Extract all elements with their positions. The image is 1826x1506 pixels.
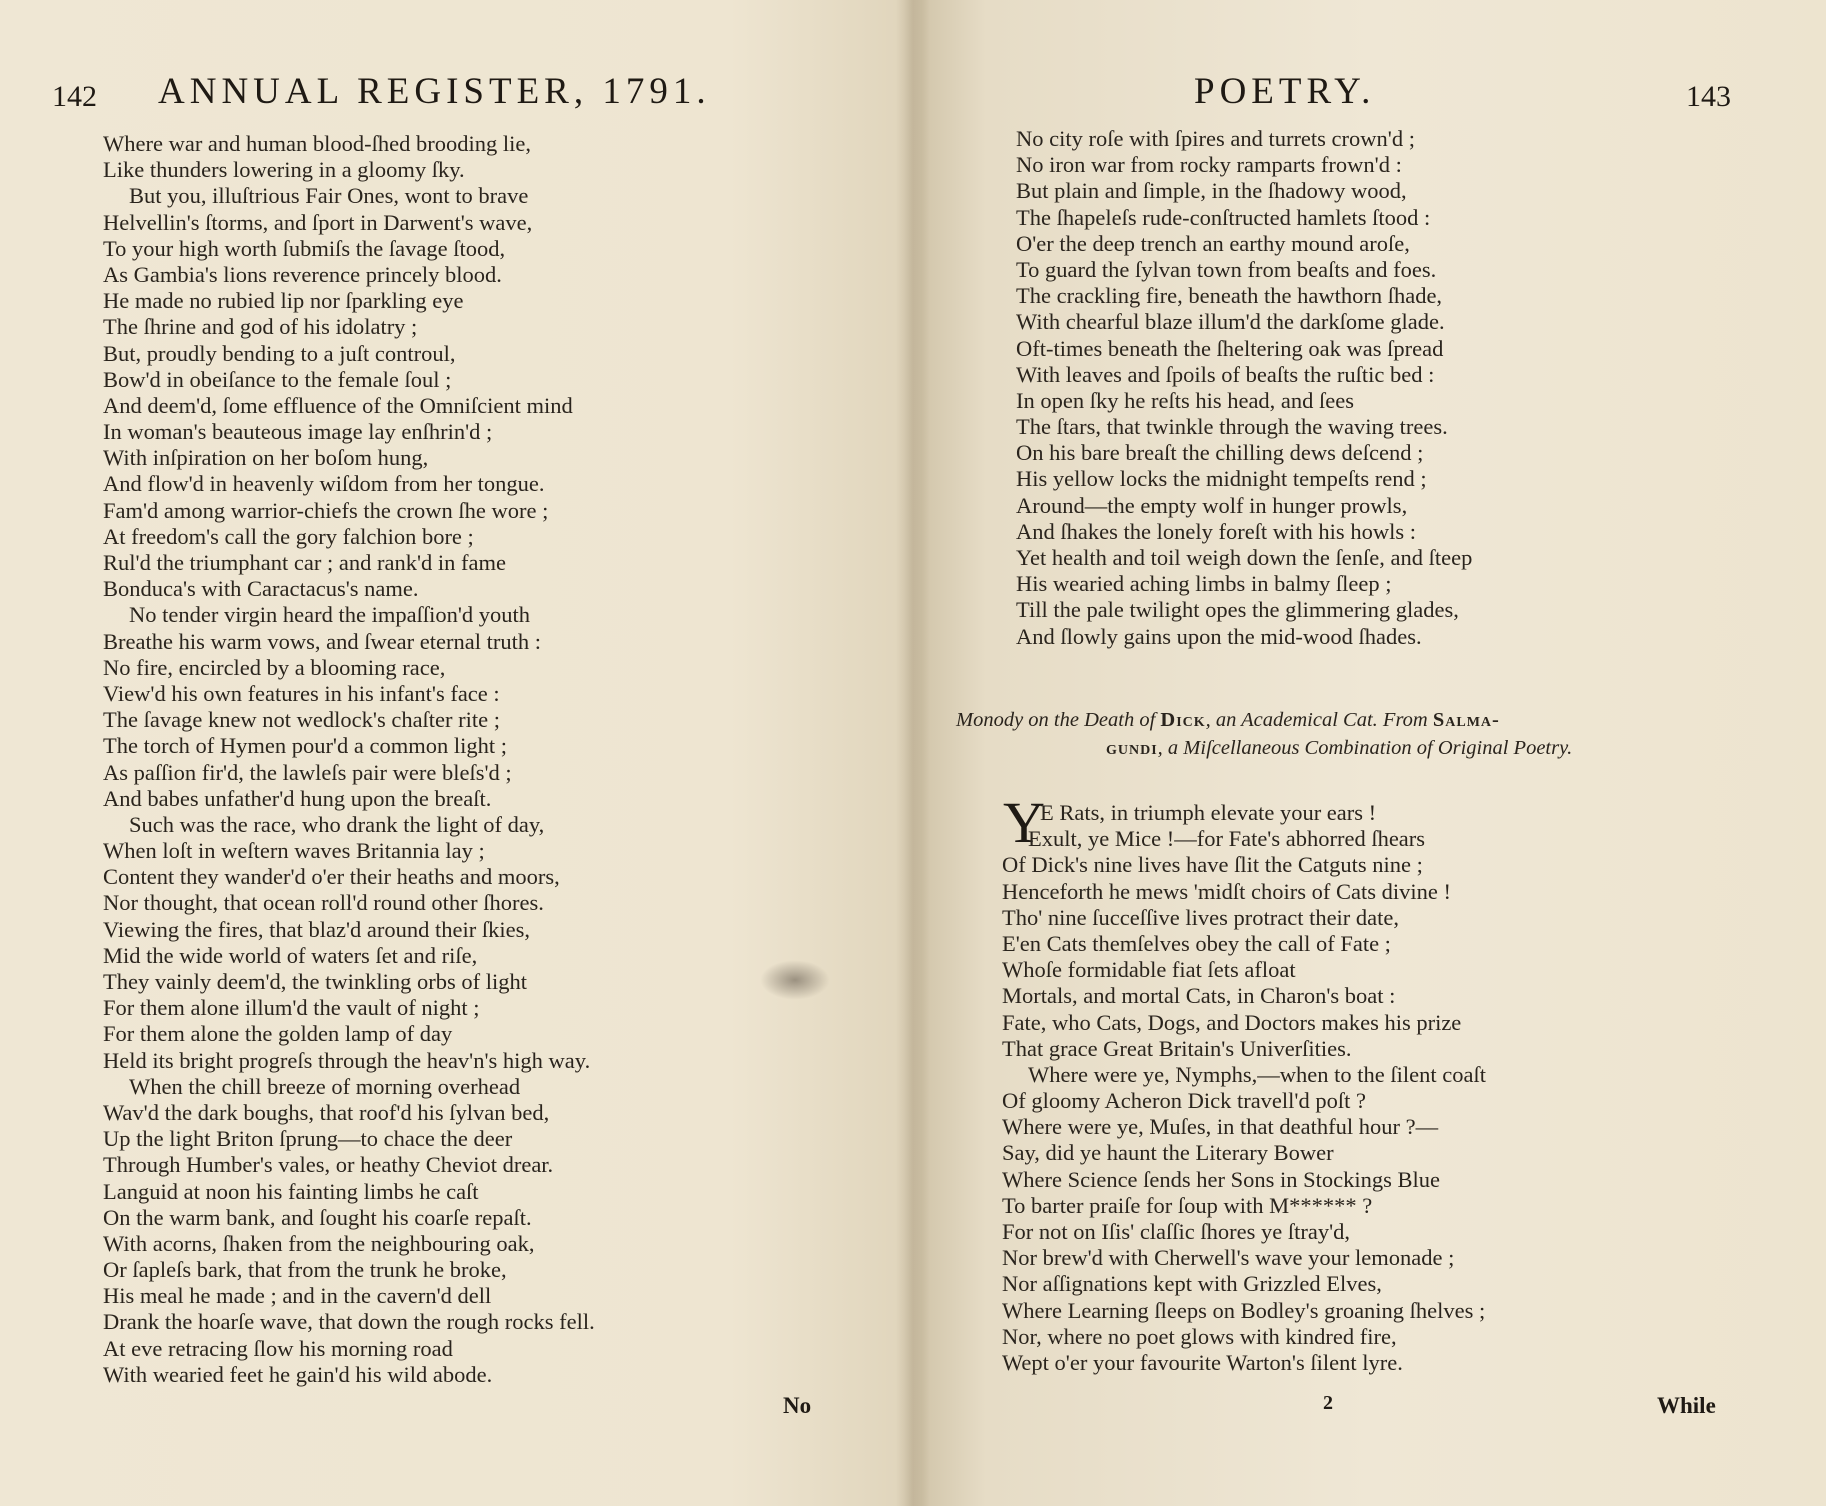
verse-line: Where war and human blood-ſhed brooding lie,	[103, 131, 531, 156]
verse-line: Fam'd among warrior-chiefs the crown ſhe wore ;	[103, 497, 549, 523]
title-part-2: , an Academical Cat. From	[1205, 709, 1433, 731]
verse-line: Henceforth he mews 'midſt choirs of Cats divine !	[1002, 878, 1451, 904]
verse-line: Exult, ye Mice !—for Fate's abhorred ſhears	[1028, 826, 1426, 852]
title-source-b: gundi	[1106, 737, 1158, 759]
verse-line: Till the pale twilight opes the glimmering glades,	[1016, 597, 1459, 623]
verse-line: As Gambia's lions reverence princely blood.	[103, 261, 502, 287]
verse-line: O'er the deep trench an earthy mound aroſe,	[1016, 230, 1410, 256]
verse-line: To your high worth ſubmiſs the ſavage ſtood,	[103, 235, 506, 261]
right-catchword: While	[1657, 1393, 1716, 1418]
verse-line: On his bare breaſt the chilling dews deſcend ;	[1016, 440, 1424, 466]
verse-line: Nor aſſignations kept with Grizzled Elves,	[1002, 1271, 1382, 1297]
monody-title	[956, 706, 1806, 762]
right-running-head: POETRY.	[1194, 71, 1376, 112]
verse-line: Tho' nine ſucceſſive lives protract their date,	[1002, 904, 1400, 930]
verse-line: When the chill breeze of morning overhead	[129, 1073, 521, 1099]
verse-line: Wept o'er your favourite Warton's ſilent lyre.	[1002, 1349, 1403, 1375]
verse-line: Nor thought, that ocean roll'd round other ſhores.	[103, 890, 544, 916]
verse-line: And flow'd in heavenly wiſdom from her tongue.	[103, 471, 545, 497]
verse-line: Through Humber's vales, or heathy Cheviot drear.	[103, 1152, 554, 1178]
left-catchword: No	[783, 1393, 812, 1418]
title-source-a: Salma-	[1432, 709, 1500, 731]
verse-line: Content they wander'd o'er their heaths and moors,	[103, 864, 560, 890]
verse-line: For them alone the golden lamp of day	[103, 1021, 453, 1047]
verse-line: But plain and ſimple, in the ſhadowy wood,	[1016, 178, 1407, 204]
verse-line: Nor, where no poet glows with kindred fire,	[1002, 1323, 1397, 1349]
verse-line: With inſpiration on her boſom hung,	[103, 445, 429, 471]
verse-line: Languid at noon his fainting limbs he caſt	[103, 1178, 479, 1204]
verse-line: Rul'd the triumphant car ; and rank'd in fame	[103, 550, 506, 575]
title-part-1: Monody on the Death of	[956, 709, 1161, 731]
left-page-number: 142	[52, 80, 97, 113]
left-verse-block	[103, 131, 595, 1388]
verse-line: In woman's beauteous image lay enſhrin'd ;	[103, 419, 493, 445]
verse-line: Or ſapleſs bark, that from the trunk he broke,	[103, 1257, 507, 1283]
verse-line: Whoſe formidable fiat ſets afloat	[1002, 957, 1296, 983]
drop-cap: Y	[1003, 790, 1045, 855]
verse-line: Drank the hoarſe wave, that down the rough rocks fell.	[103, 1309, 595, 1335]
verse-line: Say, did ye haunt the Literary Bower	[1002, 1140, 1334, 1166]
verse-line: Up the light Briton ſprung—to chace the deer	[103, 1126, 513, 1152]
verse-line: With leaves and ſpoils of beaſts the ruſtic bed :	[1016, 361, 1435, 387]
verse-line: Where Science ſends her Sons in Stockings Blue	[1002, 1166, 1441, 1192]
verse-line: His yellow locks the midnight tempeſts rend ;	[1016, 466, 1427, 492]
verse-line: Mortals, and mortal Cats, in Charon's boat :	[1002, 983, 1396, 1009]
verse-line: When loſt in weſtern waves Britannia lay ;	[103, 838, 485, 864]
verse-line: At freedom's call the gory falchion bore ;	[103, 523, 474, 549]
verse-line: With wearied feet he gain'd his wild abode.	[103, 1361, 493, 1387]
verse-line: The ſhrine and god of his idolatry ;	[103, 314, 418, 340]
verse-line: Of gloomy Acheron Dick travell'd poſt ?	[1002, 1088, 1366, 1114]
right-page	[926, 0, 1826, 1506]
verse-line: With chearful blaze illum'd the darkſome glade.	[1016, 309, 1445, 335]
verse-line: Of Dick's nine lives have ſlit the Catguts nine ;	[1002, 852, 1423, 878]
verse-line: View'd his own features in his infant's face :	[103, 680, 500, 706]
book-gutter	[896, 0, 930, 1506]
left-page	[0, 0, 900, 1506]
verse-line: Like thunders lowering in a gloomy ſky.	[103, 157, 465, 183]
verse-line: Fate, who Cats, Dogs, and Doctors makes his prize	[1002, 1009, 1462, 1035]
verse-line: That grace Great Britain's Univerſities.	[1002, 1035, 1352, 1061]
title-part-3: , a Miſcellaneous Combination of Original Poetry.	[1157, 737, 1573, 759]
verse-line: Oft-times beneath the ſheltering oak was ſpread	[1016, 335, 1444, 361]
verse-line: Yet health and toil weigh down the ſenſe, and ſteep	[1016, 545, 1473, 570]
verse-line: No fire, encircled by a blooming race,	[103, 654, 446, 680]
verse-line: Viewing the fires, that blaz'd around their ſkies,	[103, 916, 530, 942]
verse-line: Nor brew'd with Cherwell's wave your lemonade ;	[1002, 1245, 1455, 1271]
verse-line: To barter praiſe for ſoup with M****** ?	[1002, 1192, 1373, 1218]
verse-line: Where Learning ſleeps on Bodley's groaning ſhelves ;	[1002, 1297, 1486, 1323]
verse-line: His wearied aching limbs in balmy ſleep ;	[1016, 571, 1392, 597]
verse-line: Held its bright progreſs through the heav'n's high way.	[103, 1047, 591, 1073]
verse-line: He made no rubied lip nor ſparkling eye	[103, 288, 464, 314]
verse-line: In open ſky he reſts his head, and ſees	[1016, 387, 1355, 413]
verse-line: But, proudly bending to a juſt controul,	[103, 340, 456, 366]
verse-line: Where were ye, Muſes, in that deathful hour ?—	[1002, 1114, 1439, 1140]
right-verse-block	[1016, 126, 1472, 650]
left-running-head: ANNUAL REGISTER, 1791.	[158, 71, 711, 112]
title-name: Dick	[1160, 709, 1206, 731]
verse-line: To guard the ſylvan town from beaſts and foes.	[1016, 256, 1437, 282]
verse-line: The ſavage knew not wedlock's chaſter rite ;	[103, 707, 501, 733]
verse-line: And babes unfather'd hung upon the breaſt.	[103, 785, 492, 811]
verse-line: Wav'd the dark boughs, that roof'd his ſylvan bed,	[103, 1099, 550, 1125]
ink-smudge	[760, 960, 830, 1000]
verse-line: E Rats, in triumph elevate your ears !	[1040, 800, 1377, 825]
verse-line: No iron war from rocky ramparts frown'd :	[1016, 152, 1402, 178]
verse-line: No tender virgin heard the impaſſion'd youth	[129, 602, 531, 628]
verse-line: Breathe his warm vows, and ſwear eternal truth :	[103, 628, 541, 654]
verse-line: E'en Cats themſelves obey the call of Fate ;	[1002, 930, 1391, 956]
verse-line: On the warm bank, and ſought his coarſe repaſt.	[103, 1204, 532, 1230]
verse-line: As paſſion fir'd, the lawleſs pair were bleſs'd ;	[103, 759, 512, 785]
verse-line: His meal he made ; and in the cavern'd dell	[103, 1283, 492, 1309]
verse-line: The torch of Hymen pour'd a common light ;	[103, 733, 507, 759]
verse-line: Such was the race, who drank the light of day,	[129, 811, 545, 837]
verse-line: With acorns, ſhaken from the neighbouring oak,	[103, 1230, 535, 1256]
verse-line: Bow'd in obeiſance to the female ſoul ;	[103, 366, 452, 392]
signature-mark: 2	[1323, 1392, 1333, 1414]
verse-line: But you, illuſtrious Fair Ones, wont to brave	[129, 183, 529, 209]
verse-line: The ſhapeleſs rude-conſtructed hamlets ſtood :	[1016, 204, 1431, 230]
verse-line: For not on Iſis' claſſic ſhores ye ſtray'd,	[1002, 1219, 1351, 1244]
verse-line: For them alone illum'd the vault of night ;	[103, 995, 480, 1021]
monody-verse-block	[1002, 800, 1486, 1376]
verse-line: They vainly deem'd, the twinkling orbs of light	[103, 969, 527, 994]
right-page-number: 143	[1686, 80, 1731, 113]
verse-line: Where were ye, Nymphs,—when to the ſilent coaſt	[1028, 1061, 1486, 1087]
verse-line: No city roſe with ſpires and turrets crown'd ;	[1016, 126, 1415, 151]
verse-line: Mid the wide world of waters ſet and riſe,	[103, 942, 478, 968]
verse-line: The ſtars, that twinkle through the waving trees.	[1016, 414, 1448, 440]
verse-line: And ſhakes the lonely foreſt with his howls :	[1016, 518, 1416, 544]
verse-line: And deem'd, ſome effluence of the Omniſcient mind	[103, 392, 573, 418]
verse-line: Helvellin's ſtorms, and ſport in Darwent's wave,	[103, 209, 533, 235]
verse-line: Bonduca's with Caractacus's name.	[103, 576, 419, 602]
verse-line: At eve retracing ſlow his morning road	[103, 1335, 453, 1361]
verse-line: Around—the empty wolf in hunger prowls,	[1016, 492, 1408, 518]
verse-line: And ſlowly gains upon the mid-wood ſhades.	[1016, 623, 1422, 649]
verse-line: The crackling fire, beneath the hawthorn ſhade,	[1016, 283, 1443, 309]
